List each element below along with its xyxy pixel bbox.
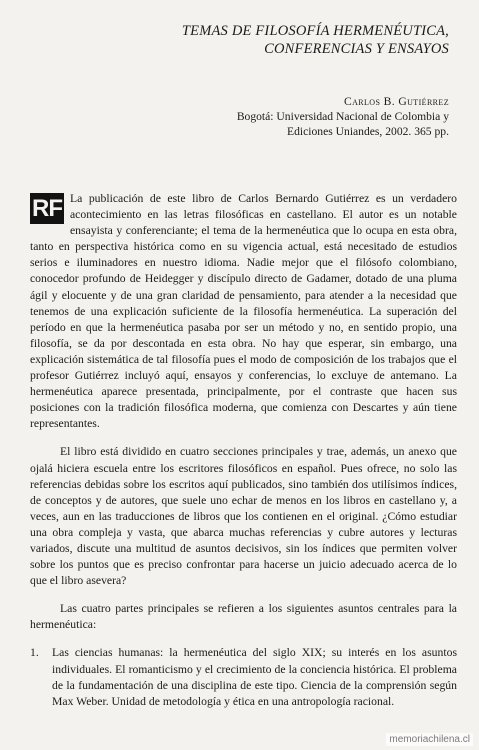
paragraph-1: [30, 191, 457, 432]
paragraph-1-text: La publicación de este libro de Carlos Bernardo Gutiérrez es un verdadero acontecimiento en las letras filosóficas en castellano. El autor es un notable ensayista y conferenciante; el tema de la hermenéutica que lo ocupa en esta obra, tanto en perspectiva histórica como en su vigencia actual, está necesitado de estudios serios e iluminadores en nuestro idioma. Nadie mejor que el filósofo colombiano, conocedor profundo de Heidegger y discípulo directo de Gadamer, dotado de una pluma ágil y elocuente y de una gran claridad de pensamiento, para atender a la necesidad que tenemos de una explicación suficiente de la filosofía hermenéutica. La superación del período en que la hermenéutica pasaba por ser un método y no, en sentido propio, una filosofía, se da por descontada en esta obra. No hay que esperar, sin embargo, una explicación sistemática de tal filosofía pues el modo de composición de los trabajos que el profesor Gutiérrez incluyó aquí, ensayos y conferencias, lo excluye de antemano. La hermenéutica aparece presentada, principalmente, por el contraste que hacen sus posiciones con la tradición filosófica moderna, que comienza con Descartes y aún tiene representantes.: [30, 192, 457, 431]
book-author: Carlos B. Gutiérrez: [343, 95, 449, 108]
paragraph-3: Las cuatro partes principales se refieren a los siguientes asuntos centrales para la hermenéutica:: [30, 602, 457, 632]
list-item-number: 1.: [30, 646, 39, 660]
dropcap-initials: RF: [32, 195, 62, 222]
book-title-line-1: TEMAS DE FILOSOFÍA HERMENÉUTICA,: [181, 23, 449, 39]
list-item-1: [30, 645, 457, 709]
list-item-text: Las ciencias humanas: la hermenéutica del siglo XIX; su interés en los asuntos individuales. El romanticismo y el crecimiento de la conciencia histórica. El problema de la fundamentación de una disciplina de este tipo. Ciencia de la comprensión según Max Weber. Unidad de metodología y ética en una antropología racional.: [52, 646, 457, 708]
paragraph-2: El libro está dividido en cuatro secciones principales y trae, además, un anexo que ojalá hiciera escuela entre los escritores filosóficos en español. Pues ofrece, no solo las referencias debidas sobre los escritos aquí publicados, sino también dos utilísimos índices, de conceptos y de autores, que suele uno echar de menos en los libros en castellano y, a veces, aun en las traducciones de libros que los contienen en el original. ¿Cómo estudiar una obra compleja y vasta, que abarca muchas referencias y cubre autores y lecturas variados, discute una multitud de asuntos decisivos, sin los índices que permiten volver sobre los puntos que es preciso confrontar para hacerse un juicio adecuado acerca de lo que el libro asevera?: [30, 445, 457, 588]
publisher-line-2: Ediciones Uniandes, 2002. 365 pp.: [287, 125, 449, 138]
book-reference: [30, 94, 449, 139]
source-watermark: memoriachilena.cl: [386, 733, 473, 746]
book-title-line-2: CONFERENCIAS Y ENSAYOS: [264, 41, 449, 57]
publisher-line-1: Bogotá: Universidad Nacional de Colombia y: [236, 110, 449, 123]
review-body: [30, 191, 457, 710]
book-title: [30, 22, 449, 58]
